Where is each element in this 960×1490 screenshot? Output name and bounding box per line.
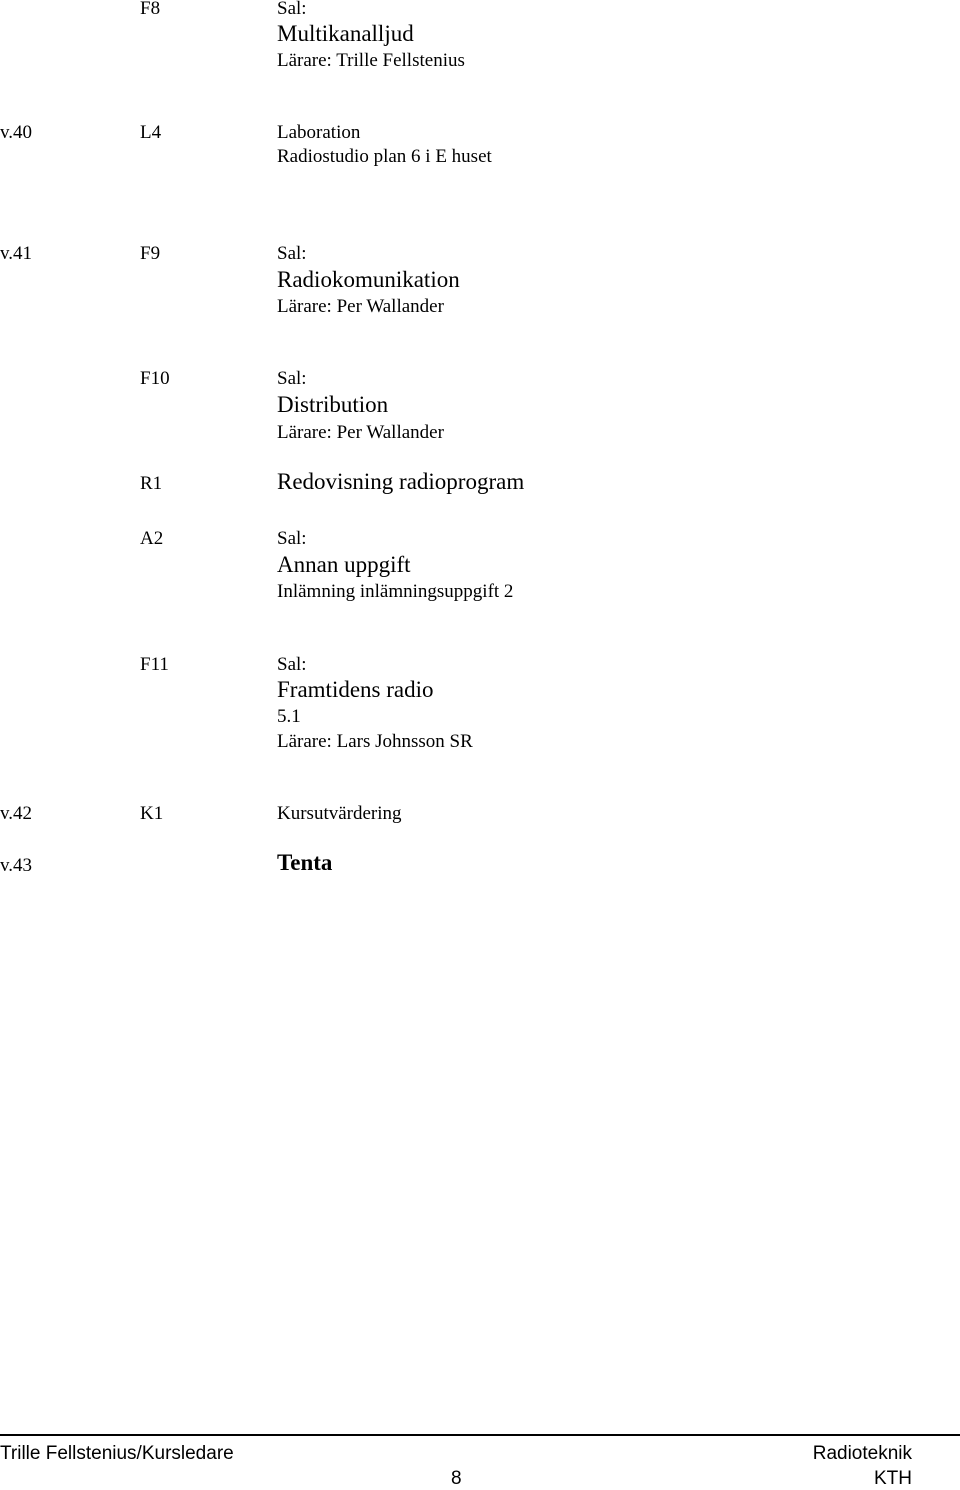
session-title: Kursutvärdering (277, 803, 402, 824)
session-title: Framtidens radio (277, 677, 434, 702)
week-label: v.40 (0, 122, 33, 143)
room-label: Sal: (277, 0, 307, 19)
footer-institution: KTH (874, 1468, 912, 1489)
session-title: Redovisning radioprogram (277, 469, 525, 494)
room-label: Sal: (277, 528, 307, 549)
session-title: Laboration (277, 122, 361, 143)
session-title: Distribution (277, 392, 389, 417)
footer-author: Trille Fellstenius/Kursledare (0, 1443, 234, 1464)
exam-title: Tenta (277, 850, 333, 875)
room-label: Sal: (277, 368, 307, 389)
week-label: v.42 (0, 803, 33, 824)
session-title: Multikanalljud (277, 21, 414, 46)
room-label: Sal: (277, 243, 307, 264)
session-title: Radiokomunikation (277, 267, 460, 292)
teacher: Lärare: Per Wallander (277, 422, 444, 443)
location: Radiostudio plan 6 i E huset (277, 146, 492, 167)
teacher: Lärare: Lars Johnsson SR (277, 731, 473, 752)
session-code: F9 (140, 243, 161, 264)
session-title: Annan uppgift (277, 552, 411, 577)
footer-course: Radioteknik (812, 1443, 912, 1464)
week-label: v.41 (0, 243, 33, 264)
session-code: A2 (140, 528, 164, 549)
week-label: v.43 (0, 855, 33, 876)
session-code: L4 (140, 122, 162, 143)
teacher: Lärare: Per Wallander (277, 296, 444, 317)
session-code: R1 (140, 473, 163, 494)
room-label: Sal: (277, 654, 307, 675)
footer-divider (0, 1434, 960, 1436)
page-number: 8 (451, 1468, 462, 1489)
session-code: F8 (140, 0, 161, 19)
assignment-note: Inlämning inlämningsuppgift 2 (277, 581, 514, 602)
teacher: Lärare: Trille Fellstenius (277, 50, 465, 71)
session-subtitle: 5.1 (277, 706, 301, 727)
session-code: F11 (140, 654, 169, 675)
session-code: K1 (140, 803, 164, 824)
session-code: F10 (140, 368, 170, 389)
